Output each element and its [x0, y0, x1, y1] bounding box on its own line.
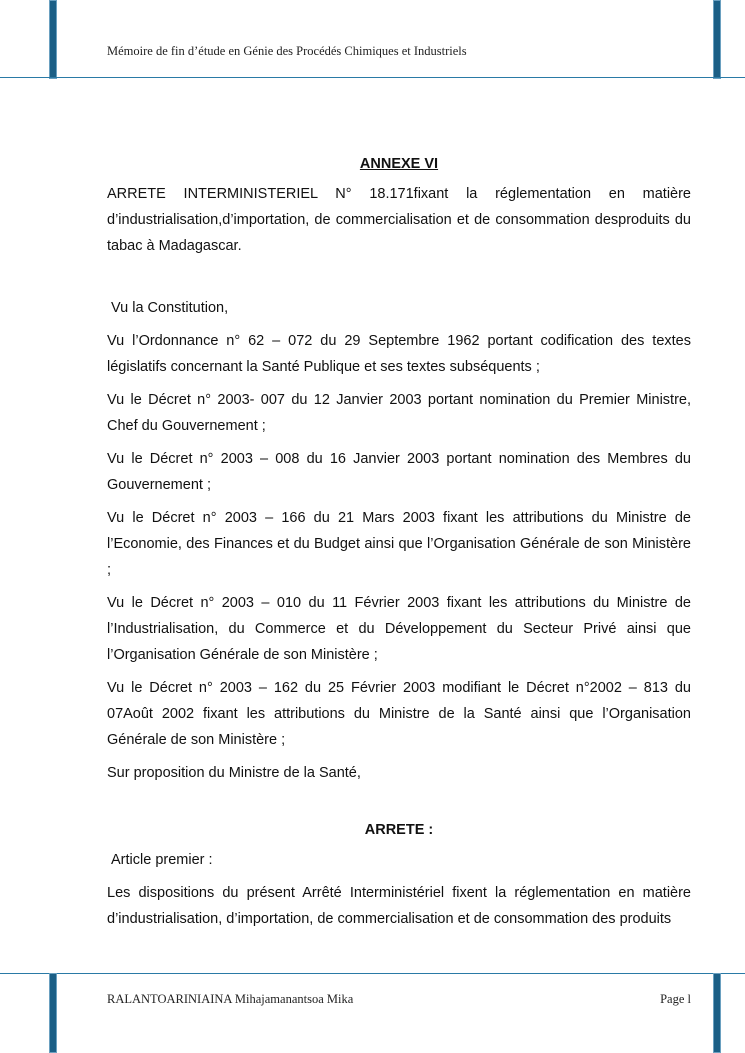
consideration: Vu le Décret n° 2003 – 010 du 11 Février 2003 fixant les attributions du Ministre de l’Industrialisation, du Commerce et du Développement du Secteur Privé ainsi que l’Organisation Générale de son Ministère ; — [107, 595, 691, 663]
consideration: Vu l’Ordonnance n° 62 – 072 du 29 Septembre 1962 portant codification des textes législatifs concernant la Santé Publique et ses textes subséquents ; — [107, 333, 691, 375]
running-header: Mémoire de fin d’étude en Génie des Procédés Chimiques et Industriels — [107, 44, 467, 58]
vu-constitution: Vu la Constitution, — [111, 300, 229, 316]
footer-bar-right — [713, 973, 721, 1053]
footer-author: RALANTOARINIAINA Mihajamanantsoa Mika — [107, 992, 354, 1006]
consideration: Vu le Décret n° 2003 – 166 du 21 Mars 2003 fixant les attributions du Ministre de l’Economie, des Finances et du Budget ainsi que l’Organisation Générale de son Ministère ; — [107, 510, 691, 578]
footer-rule — [0, 973, 745, 974]
arrete-title: ARRETE : — [364, 822, 434, 838]
header-bar-left — [49, 0, 57, 79]
header-bar-right — [713, 0, 721, 79]
header-rule — [0, 77, 745, 78]
article-text: Les dispositions du présent Arrêté Interministériel fixent la réglementation en matière d’industrialisation, d’importation, de commercialisation et de consommation des produits — [107, 885, 691, 927]
footer-bar-left — [49, 973, 57, 1053]
consideration: Vu le Décret n° 2003 – 162 du 25 Février 2003 modifiant le Décret n°2002 – 813 du 07Août 2002 fixant les attributions du Ministre de la Santé ainsi que l’Organisation Générale de son Ministère ; — [107, 680, 691, 748]
decree-intro: ARRETE INTERMINISTERIEL N° 18.171fixant la réglementation en matière d’industrialisation,d’importation, de commercialisation et de consommation desproduits du tabac à Madagascar. — [107, 186, 691, 254]
document-body — [107, 151, 691, 939]
annex-title: ANNEXE VI — [359, 156, 439, 172]
article-label: Article premier : — [111, 852, 213, 868]
consideration: Vu le Décret n° 2003 – 008 du 16 Janvier 2003 portant nomination des Membres du Gouvernement ; — [107, 451, 691, 493]
consideration: Sur proposition du Ministre de la Santé, — [107, 765, 361, 781]
page-number: Page l — [660, 992, 691, 1006]
consideration: Vu le Décret n° 2003- 007 du 12 Janvier 2003 portant nomination du Premier Ministre, Chef du Gouvernement ; — [107, 392, 691, 434]
